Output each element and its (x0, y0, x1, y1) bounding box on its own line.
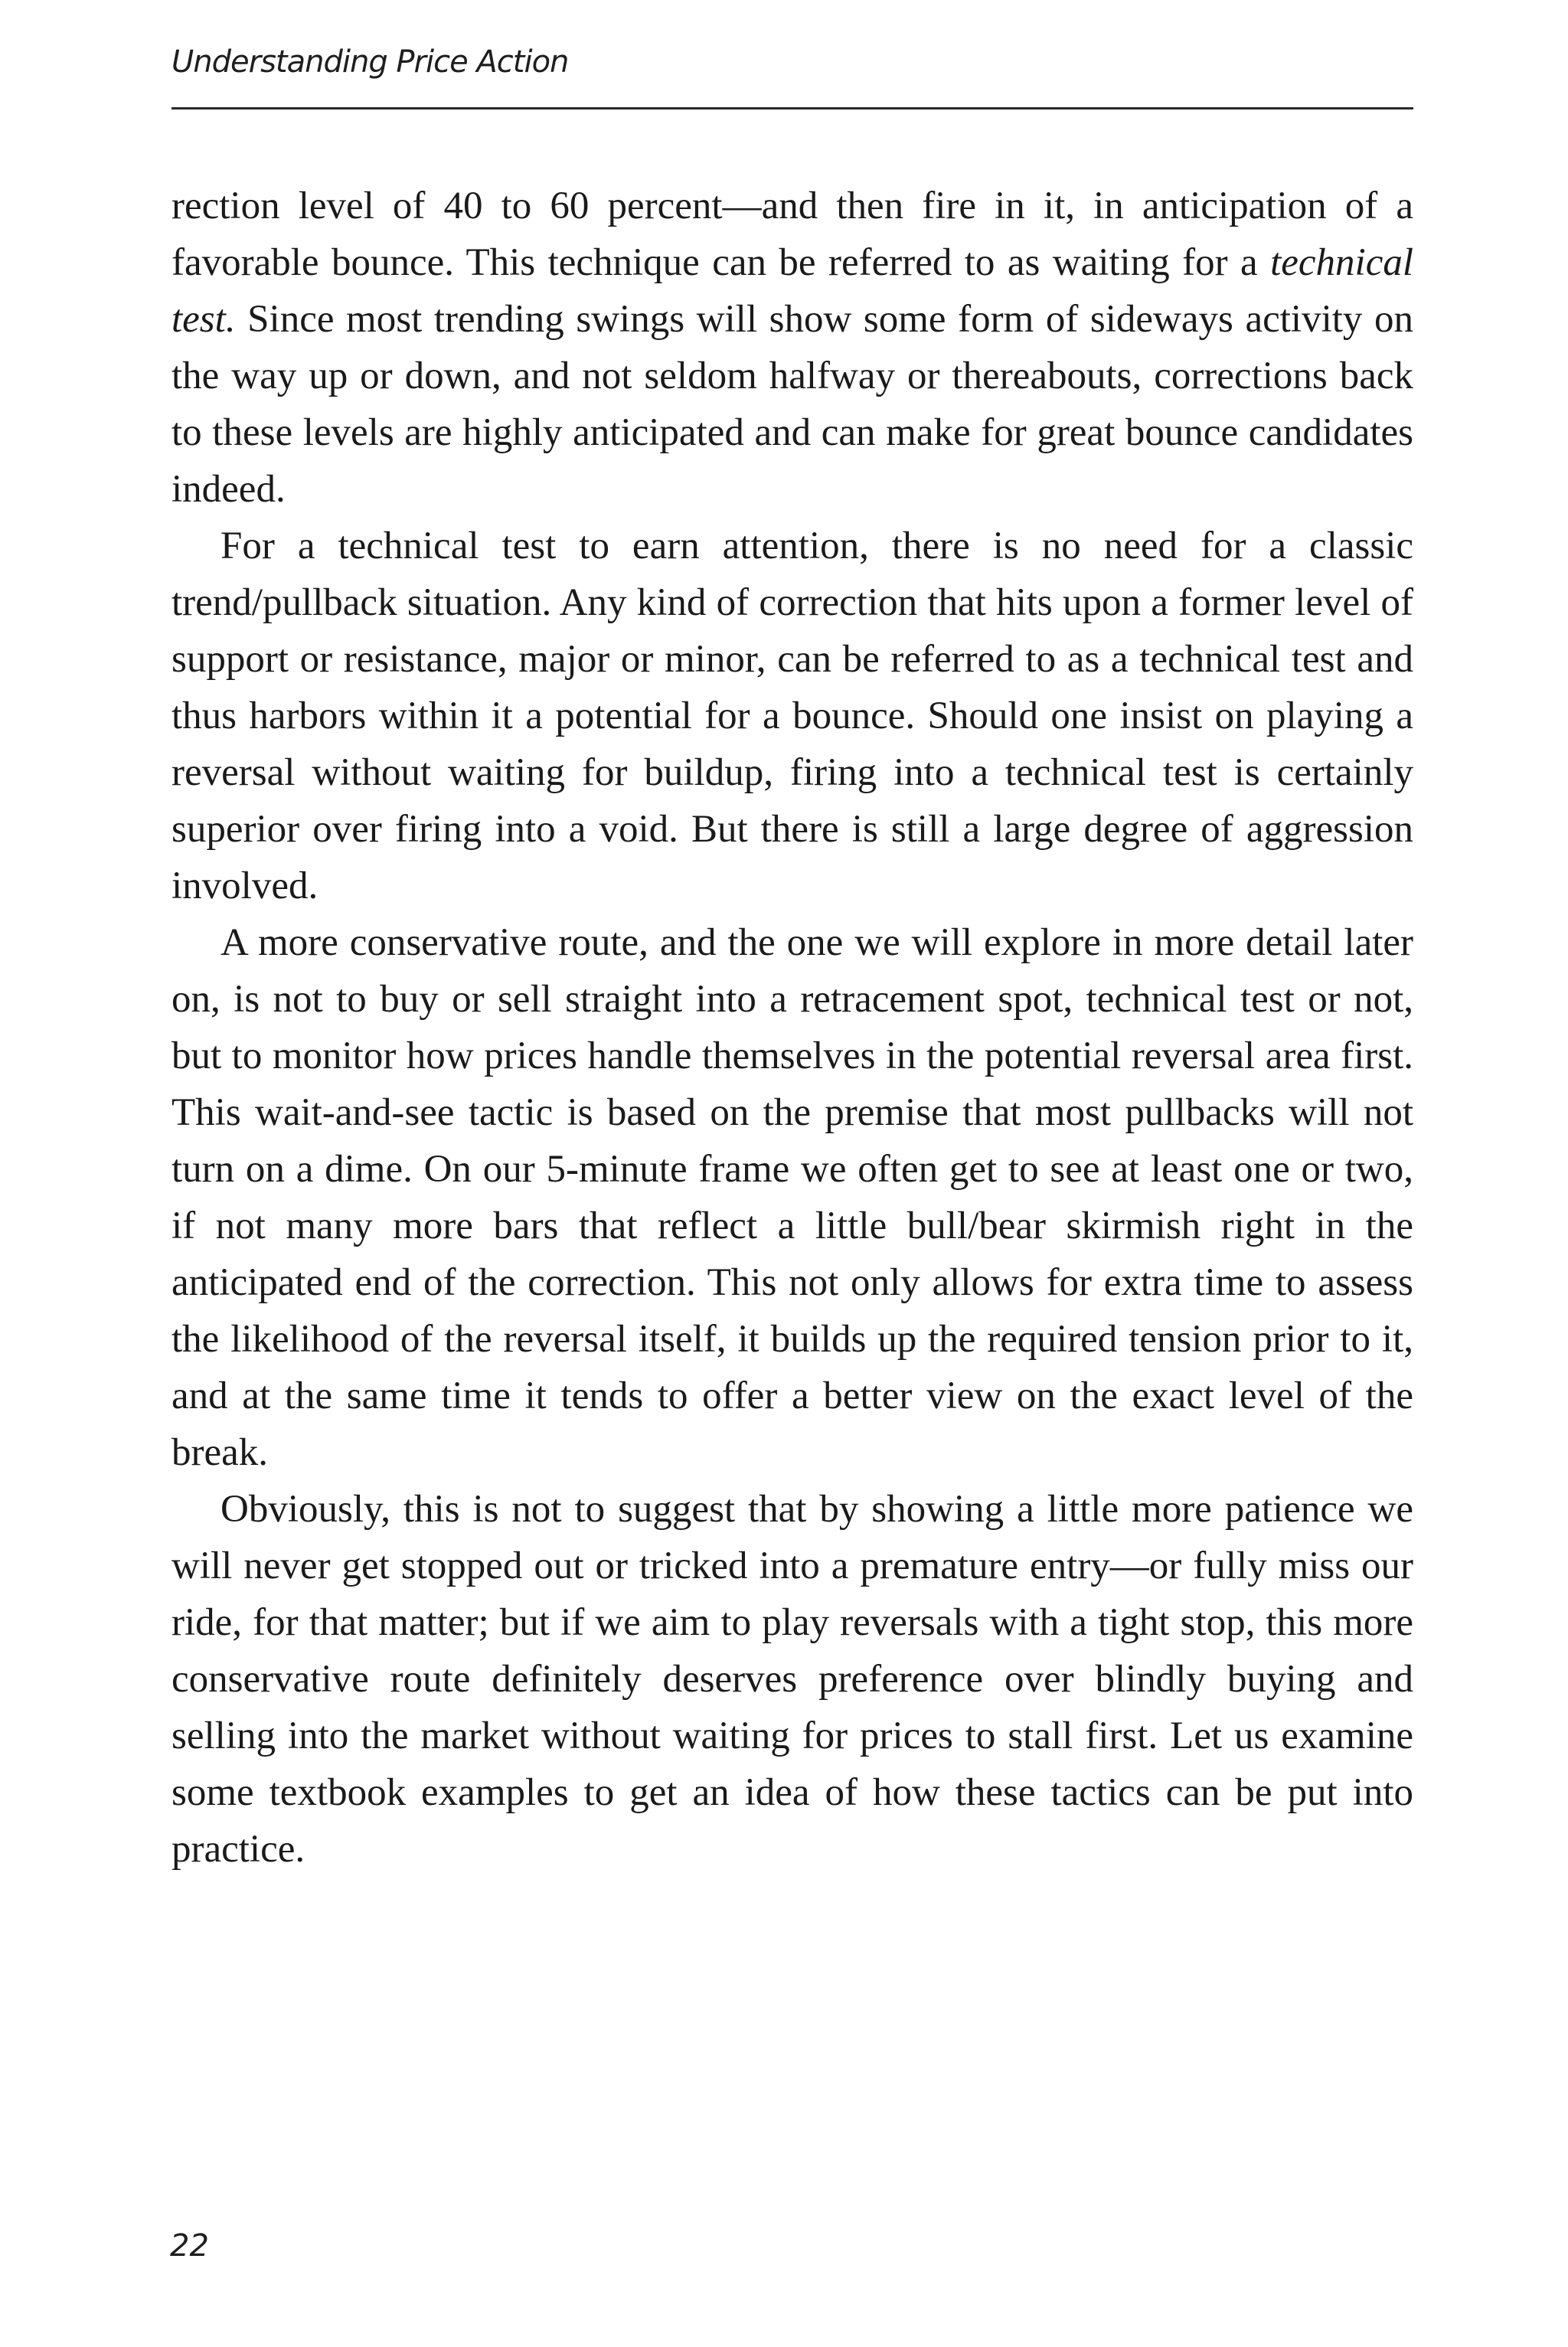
header-rule (172, 107, 1413, 110)
paragraph-1-text-end: Since most trending swings will show some form of sideways activity on the way up or down, and not seldom halfway or thereabouts, corrections back to these levels are highly anticipated and can make for great bounce candidates indeed. (172, 298, 1413, 511)
paragraph-1 (172, 178, 1413, 518)
paragraph-4: Obviously, this is not to suggest that by showing a little more patience we will never get stopped out or tricked into a premature entry—or fully miss our ride, for that matter; but if we aim to play reversals with a tight stop, this more conservative route definitely deserves preference over blindly buying and selling into the market without waiting for prices to stall first. Let us examine some textbook examples to get an idea of how these tactics can be put into practice. (172, 1488, 1413, 1871)
paragraph-2: For a technical test to earn attention, there is no need for a classic trend/pullback situation. Any kind of correction that hits upon a former level of support or resistance, major or minor, can be referred to as a technical test and thus harbors within it a potential for a bounce. Should one insist on playing a reversal without waiting for buildup, firing into a technical test is certainly superior over firing into a void. But there is still a large degree of aggression involved. (172, 525, 1413, 907)
page-number: 22 (170, 2228, 209, 2264)
emphasis-technical-test: technical test. (172, 241, 1413, 341)
body-text (172, 178, 1413, 1878)
paragraph-1-text-start: rection level of 40 to 60 percent—and then fire in it, in anticipation of a favorable bounce. This technique can be referred to as waiting for a (172, 185, 1413, 284)
running-head: Understanding Price Action (172, 44, 569, 80)
paragraph-3: A more conservative route, and the one we will explore in more detail later on, is not to buy or sell straight into a retracement spot, technical test or not, but to monitor how prices handle themselves in the potential reversal area first. This wait-and-see tactic is based on the premise that most pullbacks will not turn on a dime. On our 5-minute frame we often get to see at least one or two, if not many more bars that reflect a little bull/bear skirmish right in the anticipated end of the correction. This not only allows for extra time to assess the likelihood of the reversal itself, it builds up the required tension prior to it, and at the same time it tends to offer a better view on the exact level of the break. (172, 921, 1413, 1474)
